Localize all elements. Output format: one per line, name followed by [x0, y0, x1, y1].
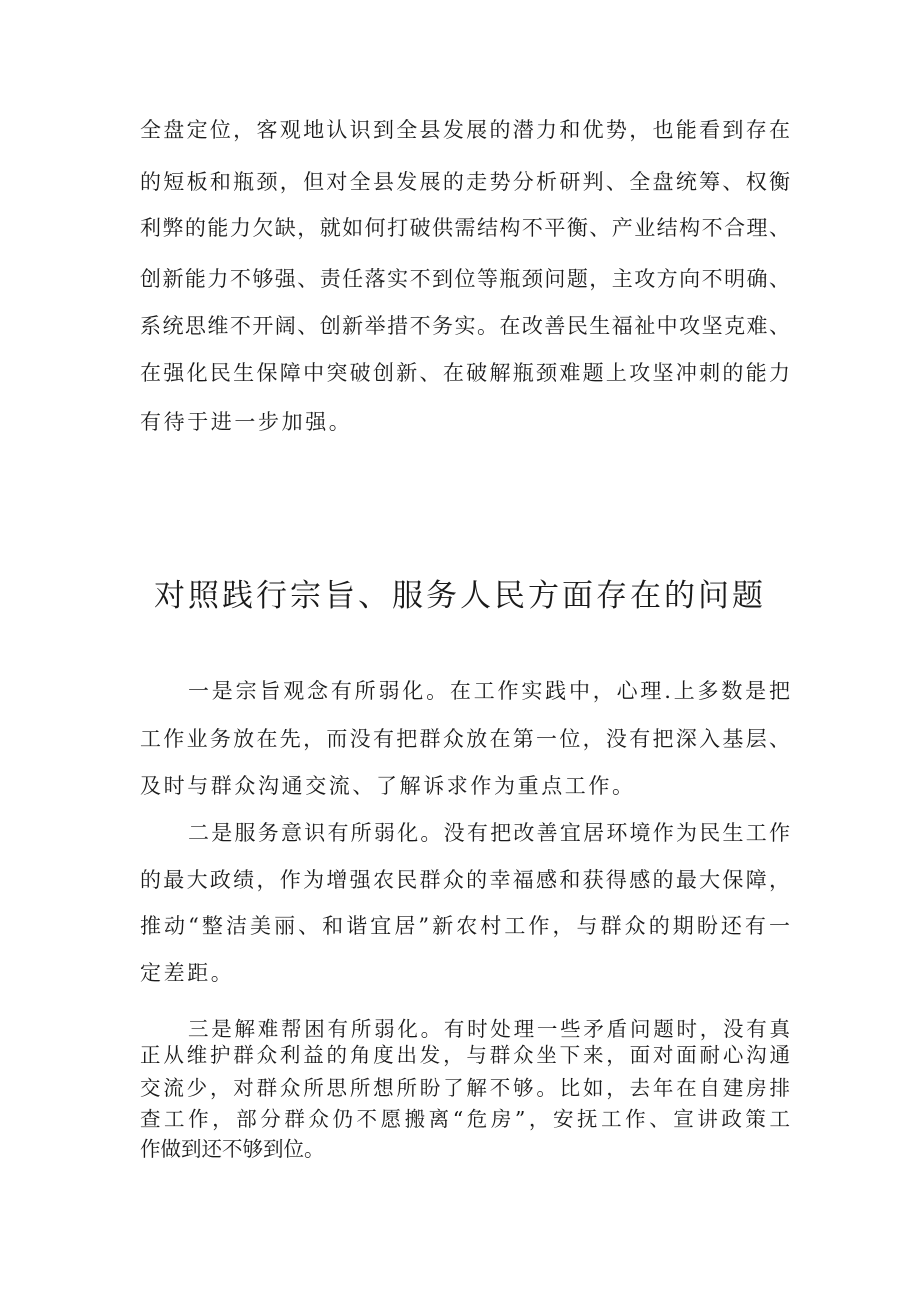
paragraph-line: 工作业务放在先，而没有把群众放在第一位，没有把深入基层、 — [140, 727, 790, 751]
paragraph-line: 的短板和瓶颈，但对全县发展的走势分析研判、全盘统筹、权衡 — [140, 170, 790, 194]
paragraph-line: 二是服务意识有所弱化。没有把改善宜居环境作为民生工作 — [188, 821, 790, 845]
paragraph-line: 正从维护群众利益的角度出发，与群众坐下来，面对面耐心沟通 — [140, 1043, 790, 1067]
paragraph-line: 定差距。 — [140, 961, 235, 985]
paragraph-line: 推动“整洁美丽、和谐宜居”新农村工作，与群众的期盼还有一 — [140, 914, 790, 938]
section-heading: 对照践行宗旨、服务人民方面存在的问题 — [154, 578, 766, 614]
paragraph-line: 系统思维不开阔、创新举措不务实。在改善民生福祉中攻坚克难、 — [140, 314, 790, 338]
paragraph-line: 有待于进一步加强。 — [140, 410, 353, 434]
paragraph-line: 作做到还不够到位。 — [140, 1137, 325, 1161]
paragraph-line: 的最大政绩，作为增强农民群众的幸福感和获得感的最大保障， — [140, 868, 790, 892]
paragraph-line: 创新能力不够强、责任落实不到位等瓶颈问题，主攻方向不明确、 — [140, 267, 790, 291]
paragraph-line: 查工作，部分群众仍不愿搬离“危房”，安抚工作、宣讲政策工 — [140, 1107, 790, 1131]
paragraph-line: 交流少，对群众所思所想所盼了解不够。比如，去年在自建房排 — [140, 1076, 790, 1100]
paragraph-line: 全盘定位，客观地认识到全县发展的潜力和优势，也能看到存在 — [140, 118, 790, 142]
paragraph-line: 三是解难帮困有所弱化。有时处理一些矛盾问题时，没有真 — [188, 1017, 790, 1041]
paragraph-line: 在强化民生保障中突破创新、在破解瓶颈难题上攻坚冲刺的能力 — [140, 361, 790, 385]
paragraph-line: 一是宗旨观念有所弱化。在工作实践中，心理.上多数是把 — [188, 679, 790, 703]
paragraph-line: 及时与群众沟通交流、了解诉求作为重点工作。 — [140, 774, 636, 798]
paragraph-line: 利弊的能力欠缺，就如何打破供需结构不平衡、产业结构不合理、 — [140, 216, 790, 240]
